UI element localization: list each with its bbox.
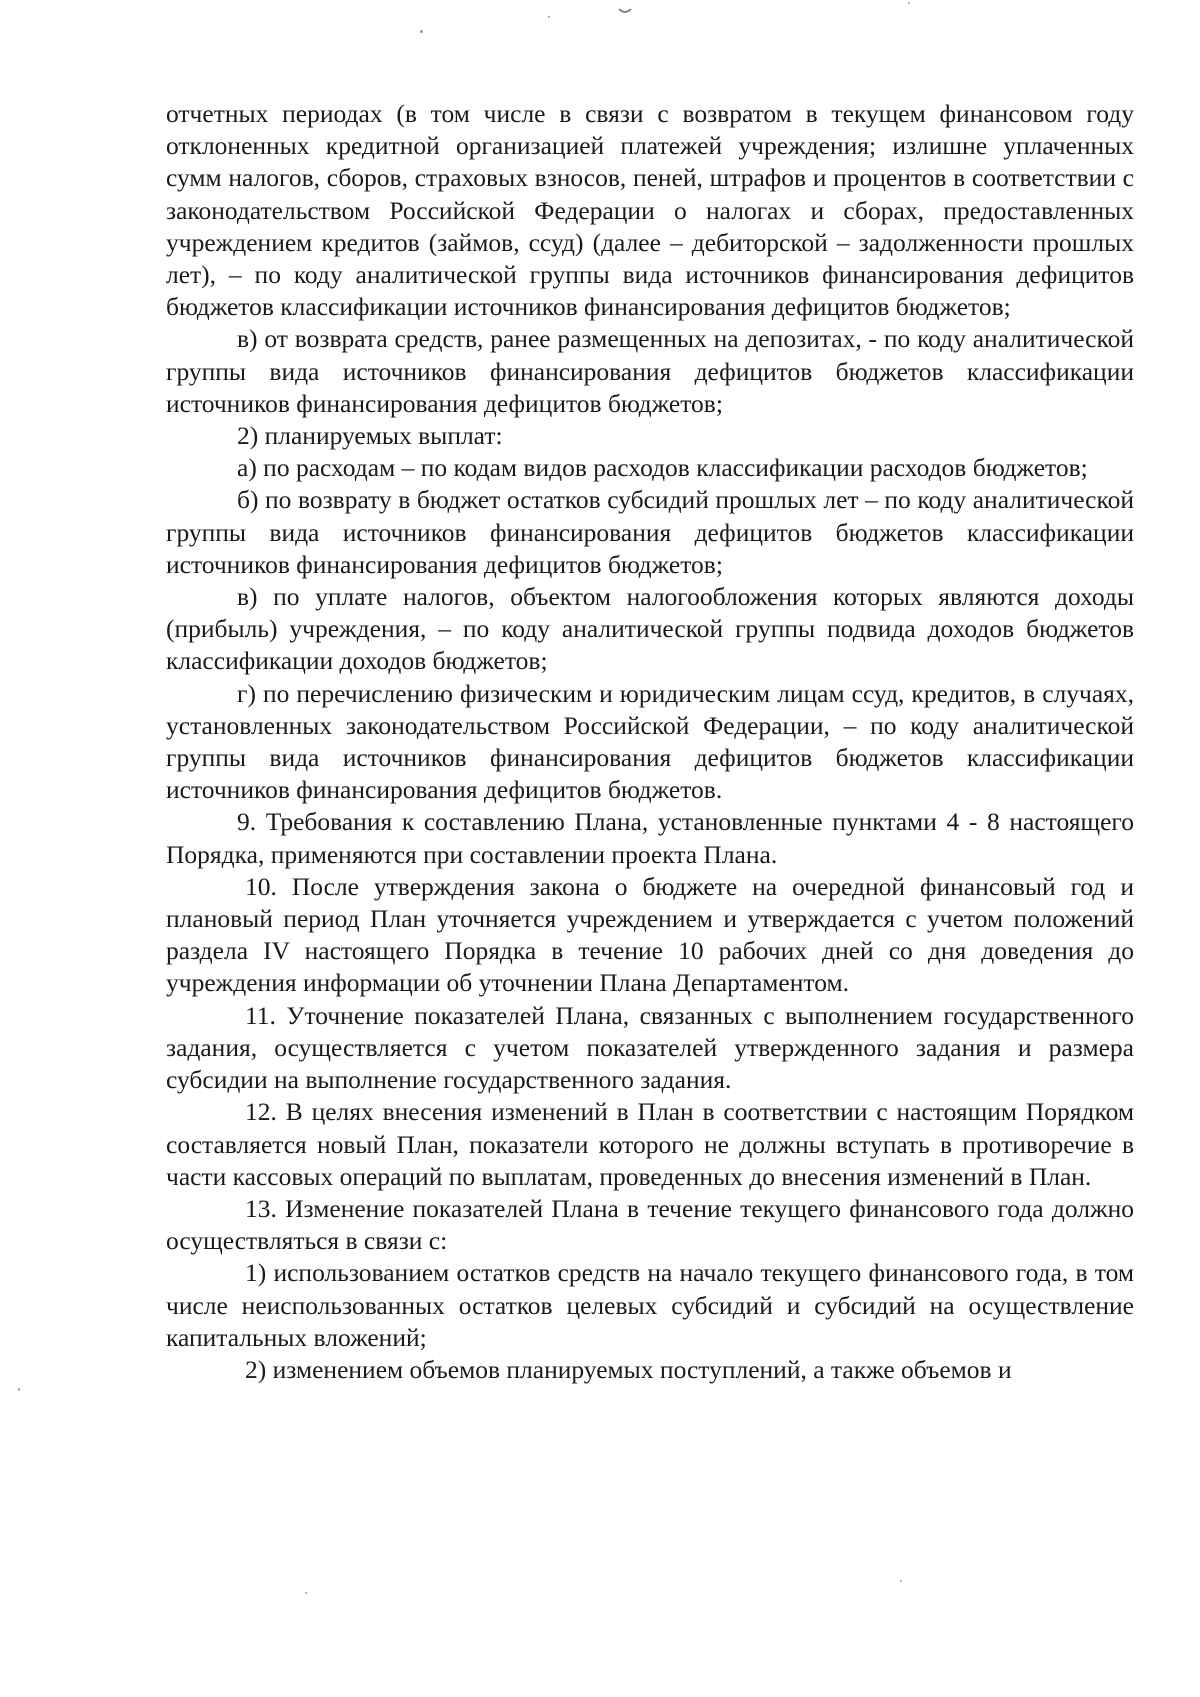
paragraph-item-v-deposits: в) от возврата средств, ранее размещенных на депозитах, - по коду аналитической группы вида источников финансирования дефицитов бюджетов классификации источников финансирования дефицитов бюджетов;: [166, 324, 1134, 418]
paragraph-item-b-subsidy-return: б) по возврату в бюджет остатков субсидий прошлых лет – по коду аналитической группы вида источников финансирования дефицитов бюджетов классификации источников финансирования дефицитов бюджетов;: [166, 485, 1134, 579]
document-body: [166, 98, 1134, 1386]
paragraph-clause-13: 13. Изменение показателей Плана в течение текущего финансового года должно осуществляться в связи с:: [166, 1193, 1134, 1256]
paragraph-continuation: отчетных периодах (в том числе в связи с возвратом в текущем финансовом году отклоненных кредитной организацией платежей учреждения; излишне уплаченных сумм налогов, сборов, страховых взносов, пеней, штрафов и процентов в соответствии с законодательством Российской Федерации о налогах и сборах, предоставленных учреждением кредитов (займов, ссуд) (далее – дебиторской – задолженности прошлых лет), – по коду аналитической группы вида источников финансирования дефицитов бюджетов классификации источников финансирования дефицитов бюджетов;: [166, 99, 1134, 322]
paragraph-item-v-taxes: в) по уплате налогов, объектом налогообложения которых являются доходы (прибыль) учреждения, – по коду аналитической группы подвида доходов бюджетов классификации доходов бюджетов;: [166, 582, 1134, 676]
scan-speck: [305, 1592, 307, 1594]
scan-speck: [420, 30, 423, 33]
scan-speck: [18, 1388, 20, 1391]
paragraph-clause-13-item-2: 2) изменением объемов планируемых поступлений, а также объемов и: [245, 1354, 1012, 1384]
scan-speck: [548, 16, 550, 18]
paragraph-planned-payments: 2) планируемых выплат:: [237, 421, 503, 451]
paragraph-clause-11: 11. Уточнение показателей Плана, связанных с выполнением государственного задания, осуществляется с учетом показателей утвержденного задания и размера субсидии на выполнение государственного задания.: [166, 1000, 1134, 1095]
paragraph-item-a-expenses: а) по расходам – по кодам видов расходов классификации расходов бюджетов;: [237, 453, 1088, 483]
paragraph-clause-10: 10. После утверждения закона о бюджете на очередной финансовый год и плановый период План уточняется учреждением и утверждается с учетом положений раздела IV настоящего Порядка в течение 10 рабочих дней со дня доведения до учреждения информации об уточнении Плана Департаментом.: [166, 871, 1134, 998]
paragraph-clause-9: 9. Требования к составлению Плана, установленные пунктами 4 - 8 настоящего Порядка, применяются при составлении проекта Плана.: [166, 807, 1134, 869]
paragraph-item-g-loans: г) по перечислению физическим и юридическим лицам ссуд, кредитов, в случаях, установленных законодательством Российской Федерации, – по коду аналитической группы вида источников финансирования дефицитов бюджетов классификации источников финансирования дефицитов бюджетов.: [166, 678, 1134, 805]
scan-speck: [908, 2, 910, 4]
paragraph-clause-12: 12. В целях внесения изменений в План в соответствии с настоящим Порядком составляется новый План, показатели которого не должны вступать в противоречие в части кассовых операций по выплатам, проведенных до внесения изменений в План.: [166, 1097, 1134, 1191]
scan-artifact-mark: [618, 6, 632, 16]
paragraph-clause-13-item-1: 1) использованием остатков средств на начало текущего финансового года, в том числе неиспользованных остатков целевых субсидий и субсидий на осуществление капитальных вложений;: [166, 1258, 1134, 1352]
scan-speck: [900, 1580, 902, 1582]
